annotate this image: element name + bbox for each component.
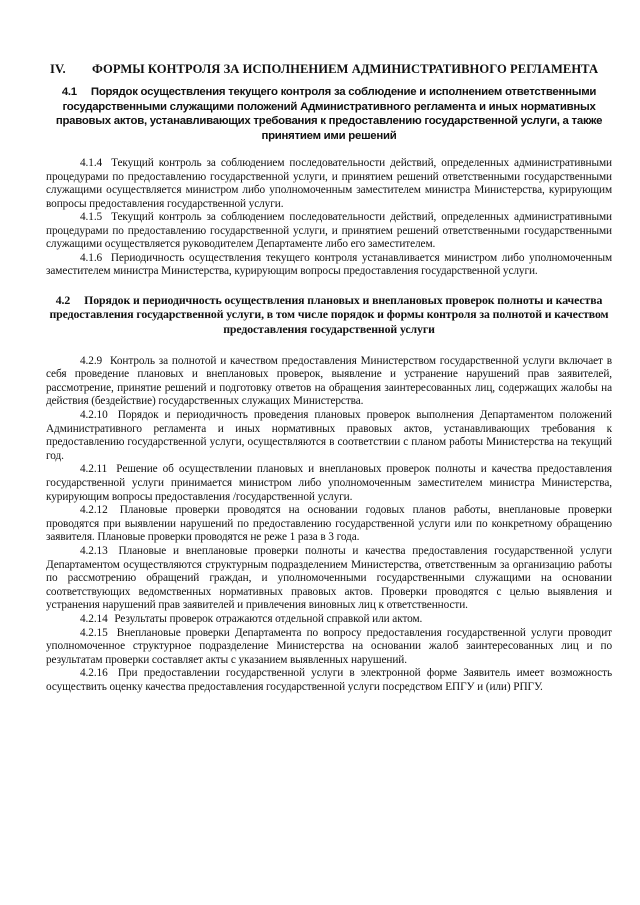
paragraph (46, 504, 612, 545)
paragraph-text: Плановые и внеплановые проверки полноты и качества предоставления государственной услуги Департаментом осуществляются структурным подразделением Министерства, ответственным за организацию работы по рассмотрению обращений граждан, и уполномоченными государственными служащими на основании соответствующих ведомственных нормативных правовых актов. Проверки проводятся с целью выявления и устранения нарушений прав заявителей и привлечения виновных лиц к ответственности. (46, 544, 613, 612)
paragraph-text: Внеплановые проверки Департамента по вопросу предоставления государственной услуги проводит уполномоченное структурное подразделение Министерства на основании жалоб заинтересованных лиц и по результатам проверки составляет акты с указанием выявленных нарушений. (46, 626, 612, 666)
paragraph-number: 4.1.6 (80, 251, 103, 264)
paragraph-text: Текущий контроль за соблюдением последовательности действий, определенных административными процедурами по предоставлению государственной услуги, и принятием решений ответственными государственными служащими осуществляется министром либо уполномоченным заместителем министра Министерства, курирующим вопросы предоставления государственной услуги. (46, 157, 612, 210)
paragraph-number: 4.1.4 (80, 157, 103, 170)
paragraph (46, 545, 612, 613)
paragraph (46, 667, 612, 694)
paragraphs-4-1 (46, 157, 612, 279)
paragraph-text: Порядок и периодичность проведения плановых проверок выполнения Департаментом положений Административного регламента и иных нормативных правовых актов, устанавливающих требования к предоставлению государственной услуги, осуществляются в соответствии с планом работы Министерства на текущий год. (46, 409, 612, 462)
paragraph-number: 4.2.14 (80, 612, 108, 625)
paragraph (46, 463, 612, 504)
paragraph (46, 157, 612, 211)
subsection-heading-4-2 (46, 293, 612, 337)
paragraphs-4-2 (46, 355, 612, 695)
paragraph-text: Результаты проверок отражаются отдельной справкой или актом. (114, 612, 423, 625)
paragraph-number: 4.2.9 (80, 354, 103, 367)
paragraph-text: При предоставлении государственной услуги в электронной форме Заявитель имеет возможность осуществить оценку качества предоставления государственной услуги посредством ЕПГУ и (или) РПГУ. (46, 667, 612, 693)
paragraph-number: 4.2.12 (80, 504, 108, 517)
paragraph-number: 4.2.16 (80, 667, 108, 680)
subsection-title: Порядок осуществления текущего контроля за соблюдение и исполнением ответственными государственными служащими положений Административного регламента и иных нормативных правовых актов, устанавливающих требования к предоставлению государственной услуги, а также принятием ими решений (55, 86, 603, 142)
paragraph-text: Решение об осуществлении плановых и внеплановых проверок полноты и качества предоставления государственной услуги принимается министром либо уполномоченным заместителем министра Министерства, курирующим вопросы предоставления /государственной услуги. (46, 463, 612, 503)
paragraph-text: Периодичность осуществления текущего контроля устанавливается министром либо уполномоченным заместителем министра Министерства, курирующим вопросы предоставления государственной услуги. (46, 251, 613, 278)
subsection-title: Порядок и периодичность осуществления плановых и внеплановых проверок полноты и качества предоставления государственной услуги, в том числе порядок и формы контроля за полнотой и качеством предоставления государственной услуги (49, 292, 609, 337)
section-number: IV. (50, 62, 66, 76)
paragraph-text: Плановые проверки проводятся на основании годовых планов работы, внеплановые проверки проводятся при выявлении нарушений по предоставлению государственной услуги или по конкретному обращению заявителя. Плановые проверки проводятся не реже 1 раза в 3 года. (46, 504, 612, 544)
paragraph (46, 252, 612, 279)
subsection-heading-4-1 (46, 85, 612, 143)
paragraph-number: 4.2.11 (80, 463, 108, 476)
paragraph-text: Текущий контроль за соблюдением последовательности действий, определенных административными процедурами по предоставлению государственной услуги, и принятием решений ответственными государственными служащими осуществляется руководителем Департаменте либо его заместителем. (46, 211, 612, 251)
paragraph (46, 409, 612, 463)
paragraph (46, 355, 612, 409)
section-heading (50, 62, 612, 77)
subsection-number: 4.2 (55, 292, 71, 307)
section-title: ФОРМЫ КОНТРОЛЯ ЗА ИСПОЛНЕНИЕМ АДМИНИСТРАТИВНОГО РЕГЛАМЕНТА (92, 62, 599, 76)
paragraph (46, 627, 612, 668)
paragraph-number: 4.1.5 (80, 211, 103, 224)
paragraph (46, 613, 612, 627)
paragraph-text: Контроль за полнотой и качеством предоставления Министерством государственной услуги включает в себя проведение плановых и внеплановых проверок, выявление и устранение нарушений прав заявителей, рассмотрение, принятие решений и подготовку ответов на обращения заинтересованных лиц, содержащих жалобы на действия (бездействие) государственных служащих Министерства. (46, 354, 612, 408)
paragraph (46, 211, 612, 252)
subsection-number: 4.1 (61, 86, 77, 98)
paragraph-number: 4.2.15 (80, 626, 108, 639)
paragraph-number: 4.2.10 (80, 409, 108, 422)
paragraph-number: 4.2.13 (80, 544, 108, 557)
